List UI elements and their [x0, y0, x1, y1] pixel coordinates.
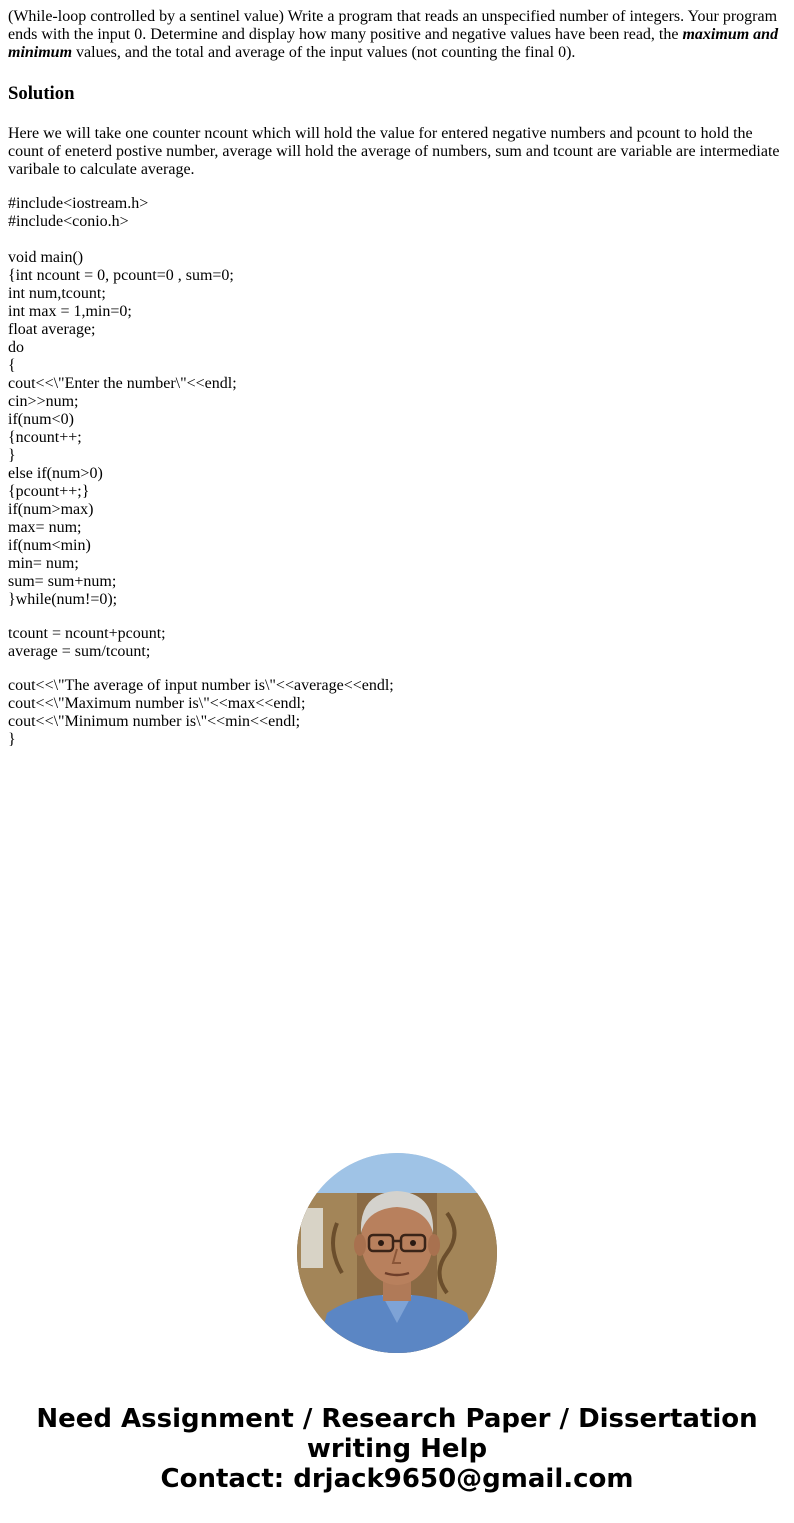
code-line: #include<conio.h> [8, 213, 129, 230]
code-paragraph-gap [8, 609, 784, 625]
code-line: {ncount++; [8, 429, 82, 446]
code-line: cin>>num; [8, 393, 79, 410]
solution-heading: Solution [8, 83, 75, 104]
promo-line-2: writing Help [306, 1434, 488, 1464]
code-line: cout<<\"Minimum number is\"<<min<<endl; [8, 713, 301, 730]
code-blank-line [8, 231, 784, 249]
code-line: } [8, 731, 16, 748]
question-part-1: (While-loop controlled by a sentinel value) Write a program that reads an unspecified number of integers. Your program ends with the input 0. Determine and display how many positive and negative values have been read, the [8, 8, 778, 43]
code-line: {pcount++;} [8, 483, 90, 500]
code-line: if(num<0) [8, 411, 74, 428]
code-line: do [8, 339, 24, 356]
code-line: {int ncount = 0, pcount=0 , sum=0; [8, 267, 234, 284]
document-content [8, 8, 784, 749]
code-line: #include<iostream.h> [8, 195, 149, 212]
code-paragraph-gap [8, 661, 784, 677]
code-line: void main() [8, 249, 84, 266]
code-line: if(num<min) [8, 537, 91, 554]
code-line: max= num; [8, 519, 82, 536]
code-line: cout<<\"The average of input number is\"<<average<<endl; [8, 677, 394, 694]
question-part-2: values, and the total and average of the input values (not counting the final 0). [72, 44, 576, 61]
code-line: int max = 1,min=0; [8, 303, 132, 320]
code-line: cout<<\"Enter the number\"<<endl; [8, 375, 237, 392]
code-line: else if(num>0) [8, 465, 103, 482]
code-line: { [8, 357, 16, 374]
code-line: float average; [8, 321, 96, 338]
code-line: tcount = ncount+pcount; [8, 625, 166, 642]
question-emphasis: maximum and minimum [8, 26, 779, 61]
code-line: if(num>max) [8, 501, 94, 518]
solution-explanation: Here we will take one counter ncount which will hold the value for entered negative numbers and pcount to hold the count of eneterd postive number, average will hold the average of numbers, sum and tcount are variable are intermediate varibale to calculate average. [8, 125, 780, 178]
code-line: }while(num!=0); [8, 591, 118, 608]
code-line: sum= sum+num; [8, 573, 117, 590]
promo-banner [0, 1404, 794, 1494]
promo-contact: Contact: drjack9650@gmail.com [160, 1464, 634, 1494]
code-line: min= num; [8, 555, 79, 572]
code-line: cout<<\"Maximum number is\"<<max<<endl; [8, 695, 306, 712]
code-line: average = sum/tcount; [8, 643, 151, 660]
promo-line-1: Need Assignment / Research Paper / Dissertation [36, 1404, 758, 1434]
code-line: int num,tcount; [8, 285, 106, 302]
question-text [8, 8, 784, 62]
code-line: } [8, 447, 16, 464]
author-portrait-illustration [297, 1153, 497, 1353]
author-avatar [297, 1153, 497, 1353]
code-block [8, 195, 784, 749]
